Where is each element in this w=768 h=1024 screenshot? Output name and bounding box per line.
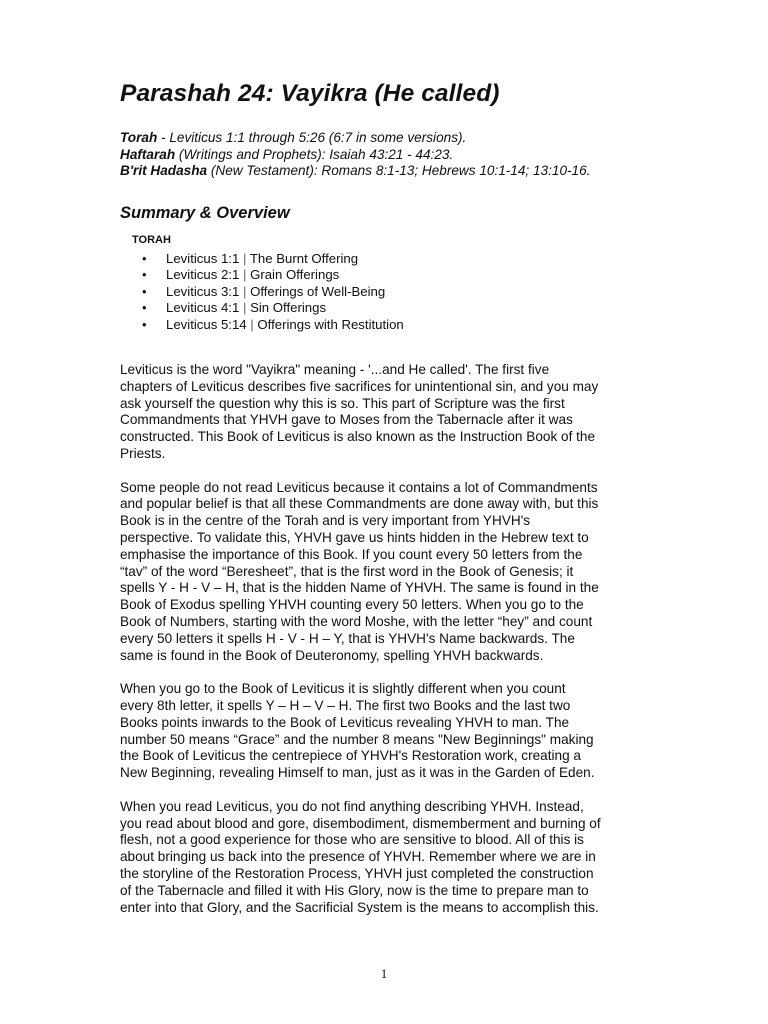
reference-haftarah [120, 147, 680, 164]
text-line: number 50 means “Grace” and the number 8 means "New Beginnings" making [120, 731, 594, 747]
torah-subheading: TORAH [132, 233, 171, 246]
text-line: and popular belief is that all these Commandments are done away with, but this [120, 496, 599, 512]
item-separator: | [246, 316, 258, 332]
reference-brit-hadasha [120, 163, 680, 180]
item-ref: Leviticus 3:1 [166, 283, 240, 299]
item-title: Grain Offerings [250, 267, 340, 282]
body-paragraph [120, 681, 680, 782]
text-line: flesh, not a good experience for those who are sensitive to blood. All of this is [120, 832, 584, 848]
list-item [120, 267, 680, 284]
text-line: Commandments that YHVH gave to Moses from the Tabernacle after it was [120, 412, 573, 428]
item-separator: | [239, 250, 250, 266]
text-line: emphasise the importance of this Book. If you count every 50 letters from the [120, 546, 583, 562]
text-line: of the Tabernacle and filled it with His Glory, now is the time to prepare man to [120, 882, 589, 898]
text-line: spells Y - H - V – H, that is the hidden Name of YHVH. The same is found in the [120, 580, 599, 596]
list-item [120, 284, 680, 301]
reference-label: B'rit Hadasha [120, 163, 208, 178]
page-title: Parashah 24: Vayikra (He called) [120, 80, 500, 107]
text-line: same is found in the Book of Deuteronomy, spelling YHVH backwards. [120, 647, 544, 663]
summary-heading: Summary & Overview [120, 203, 290, 222]
item-title: The Burnt Offering [249, 250, 359, 266]
text-line: every 50 letters it spells H - V - H – Y, that is YHVH's Name backwards. The [120, 630, 575, 646]
text-line: chapters of Leviticus describes five sacrifices for unintentional sin, and you may [120, 378, 599, 394]
reference-label: Haftarah [120, 146, 176, 162]
text-line: Leviticus is the word "Vayikra" meaning - '...and He called'. The first five [120, 362, 550, 377]
item-ref: Leviticus 2:1 [166, 267, 240, 282]
text-line: Some people do not read Leviticus because it contains a lot of Commandments [120, 479, 598, 495]
body-paragraph [120, 799, 680, 917]
reference-text: (Writings and Prophets): Isaiah 43:21 - 44:23. [175, 146, 454, 162]
page-content [120, 78, 680, 916]
item-separator: | [239, 267, 251, 282]
body-paragraph [120, 362, 680, 463]
torah-list [120, 251, 680, 334]
text-line: “tav” of the word “Beresheet”, that is the first word in the Book of Genesis; it [120, 563, 574, 579]
reference-label: Torah [120, 130, 158, 145]
text-line: constructed. This Book of Leviticus is also known as the Instruction Book of the [120, 429, 596, 445]
item-separator: | [239, 300, 251, 315]
text-line: enter into that Glory, and the Sacrificial System is the means to accomplish this. [120, 899, 599, 915]
list-item [120, 317, 680, 334]
item-title: Sin Offerings [250, 300, 327, 315]
item-ref: Leviticus 4:1 [166, 300, 240, 315]
text-line: ask yourself the question why this is so. This part of Scripture was the first [120, 395, 565, 411]
item-title: Offerings with Restitution [257, 316, 404, 332]
page-number: 1 [380, 966, 388, 981]
list-item [120, 300, 680, 317]
text-line: about bringing us back into the presence of YHVH. Remember where we are in [120, 849, 596, 865]
list-item [120, 251, 680, 268]
body-paragraph [120, 480, 680, 665]
text-line: Priests. [120, 445, 166, 461]
text-line: Book of Exodus spelling YHVH counting every 50 letters. When you go to the [120, 597, 584, 613]
text-line: you read about blood and gore, disembodiment, dismemberment and burning of [120, 815, 601, 831]
item-ref: Leviticus 1:1 [166, 250, 240, 266]
reference-text: - Leviticus 1:1 through 5:26 (6:7 in some versions). [157, 130, 467, 145]
text-line: Books points inwards to the Book of Leviticus revealing YHVH to man. The [120, 714, 570, 730]
text-line: the storyline of the Restoration Process, YHVH just completed the construction [120, 865, 594, 881]
text-line: the Book of Leviticus the centrepiece of YHVH's Restoration work, creating a [120, 748, 581, 764]
item-separator: | [239, 283, 251, 299]
text-line: When you go to the Book of Leviticus it is slightly different when you count [120, 681, 566, 697]
text-line: When you read Leviticus, you do not find anything describing YHVH. Instead, [120, 798, 584, 814]
text-line: Book of Numbers, starting with the word Moshe, with the letter “hey” and count [120, 613, 593, 629]
reference-text: (New Testament): Romans 8:1-13; Hebrews 10:1-14; 13:10-16. [207, 163, 591, 178]
reference-torah [120, 130, 680, 147]
item-ref: Leviticus 5:14 [166, 316, 247, 332]
text-line: New Beginning, revealing Himself to man, just as it was in the Garden of Eden. [120, 765, 595, 781]
scripture-references [120, 130, 680, 180]
text-line: perspective. To validate this, YHVH gave us hints hidden in the Hebrew text to [120, 529, 589, 545]
item-title: Offerings of Well-Being [250, 283, 386, 299]
text-line: Book is in the centre of the Torah and is very important from YHVH's [120, 513, 531, 529]
text-line: every 8th letter, it spells Y – H – V – H. The first two Books and the last two [120, 697, 571, 713]
